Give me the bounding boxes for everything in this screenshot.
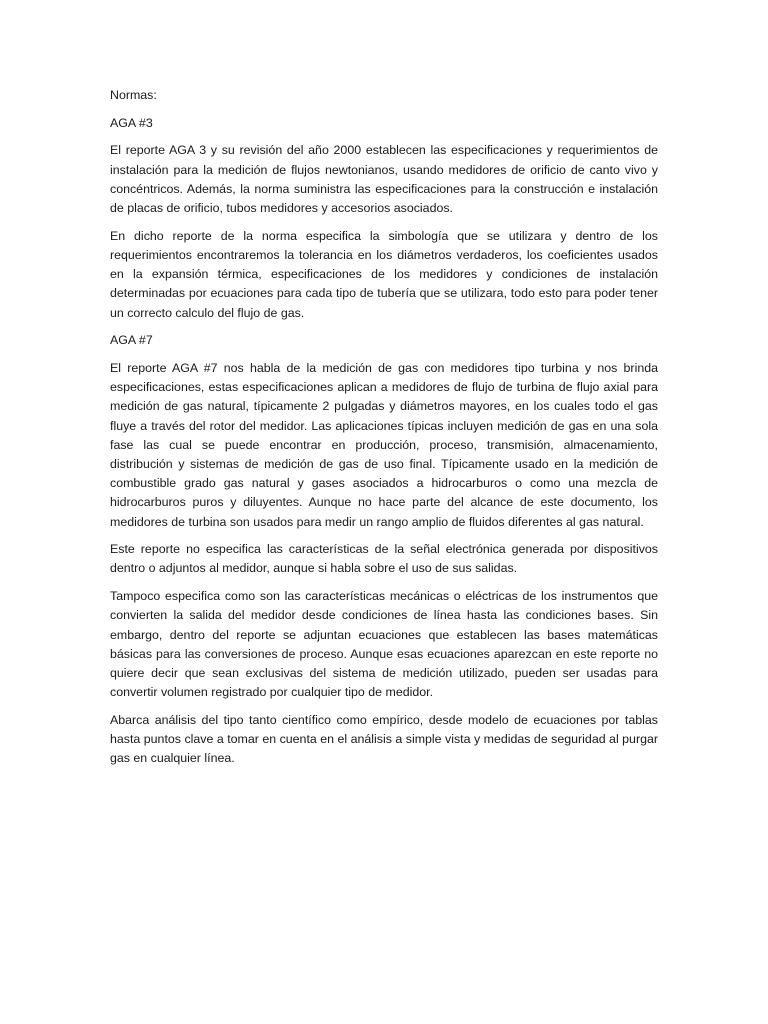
aga7-paragraph-2: Este reporte no especifica las características de la señal electrónica generada por dispositivos dentro o adjuntos al medidor, aunque si habla sobre el uso de sus salidas. (110, 542, 658, 576)
aga7-paragraph-3: Tampoco especifica como son las características mecánicas o eléctricas de los instrumentos que convierten la salida del medidor desde condiciones de línea hasta las condiciones bases. Sin embargo, dentro del reporte se adjuntan ecuaciones que establecen las bases matemáticas básicas para las conversiones de proceso. Aunque esas ecuaciones aparezcan en este reporte no quiere decir que sean exclusivas del sistema de medición utilizado, pueden ser usadas para convertir volumen registrado por cualquier tipo de medidor. (110, 589, 658, 700)
aga3-paragraph-1: El reporte AGA 3 y su revisión del año 2000 establecen las especificaciones y requerimientos de instalación para la medición de flujos newtonianos, usando medidores de orificio de canto vivo y concéntricos. Además, la norma suministra las especificaciones para la construcción e instalación de placas de orificio, tubos medidores y accesorios asociados. (110, 143, 658, 216)
section-heading-aga3: AGA #3 (110, 115, 153, 130)
aga7-paragraph-1: El reporte AGA #7 nos habla de la medición de gas con medidores tipo turbina y nos brinda especificaciones, estas especificaciones aplican a medidores de flujo de turbina de flujo axial para medición de gas natural, típicamente 2 pulgadas y diámetros mayores, en los cuales todo el gas fluye a través del rotor del medidor. Las aplicaciones típicas incluyen medición de gas en una sola fase las cual se puede encontrar en producción, proceso, transmisión, almacenamiento, distribución y sistemas de medición de gas de uso final. Típicamente usado en la medición de combustible grado gas natural y gases asociados a hidrocarburos o como una mezcla de hidrocarburos puros y diluyentes. Aunque no hace parte del alcance de este documento, los medidores de turbina son usados para medir un rango amplio de fluidos diferentes al gas natural. (110, 360, 658, 529)
document-title: Normas: (110, 88, 157, 102)
aga3-paragraph-2: En dicho reporte de la norma especifica la simbología que se utilizara y dentro de los requerimientos encontraremos la tolerancia en los diámetros verdaderos, los coeficientes usados en la expansión térmica, especificaciones de los medidores y condiciones de instalación determinadas por ecuaciones para cada tipo de tubería que se utilizara, todo esto para poder tener un correcto calculo del flujo de gas. (110, 228, 658, 320)
section-heading-aga7: AGA #7 (110, 333, 153, 348)
aga7-paragraph-4: Abarca análisis del tipo tanto científico como empírico, desde modelo de ecuaciones por tablas hasta puntos clave a tomar en cuenta en el análisis a simple vista y medidas de seguridad al purgar gas en cualquier línea. (110, 712, 658, 766)
document-page (110, 86, 658, 777)
